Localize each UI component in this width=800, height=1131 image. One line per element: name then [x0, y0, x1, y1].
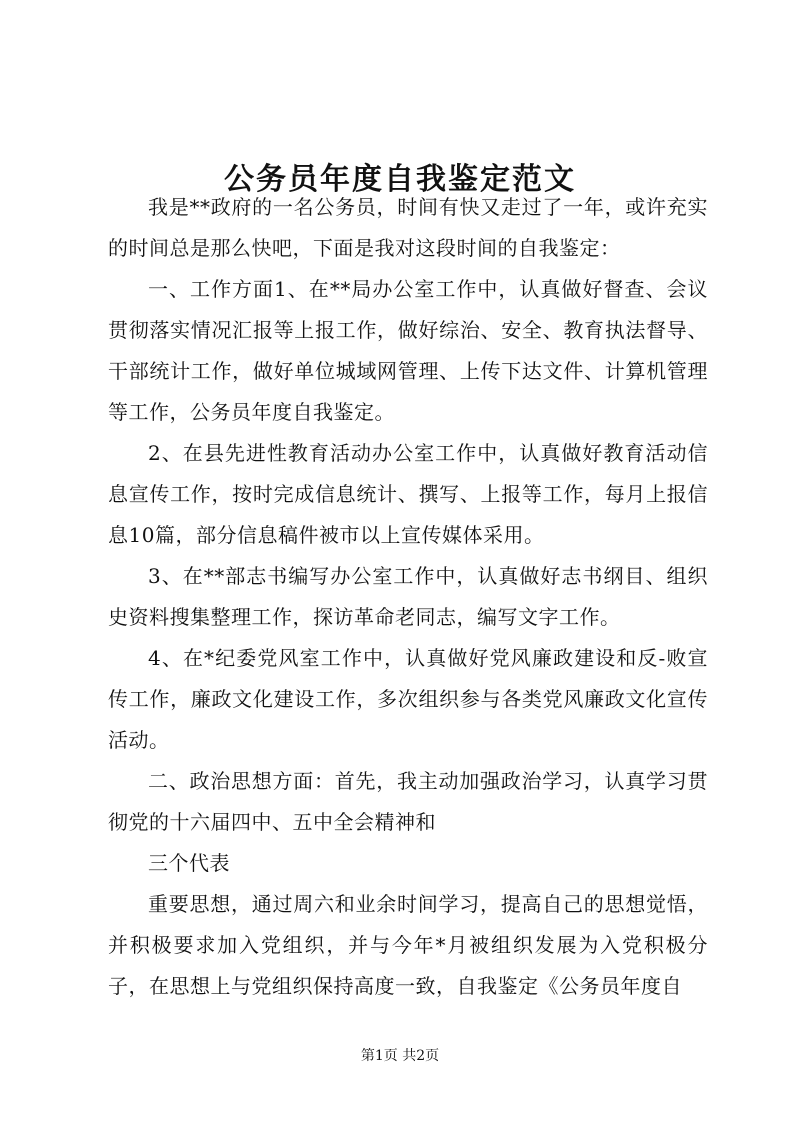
paragraph-politics: 二、政治思想方面：首先，我主动加强政治学习，认真学习贯彻党的十六届四中、五中全会精神和 [108, 769, 708, 834]
document-body [108, 187, 708, 1007]
paragraph-three-represents: 三个代表 [148, 851, 230, 875]
paragraph-work-2: 2、在县先进性教育活动办公室工作中，认真做好教育活动信息宣传工作，按时完成信息统计、撰写、上报等工作，每月上报信息10篇，部分信息稿件被市以上宣传媒体采用。 [108, 441, 708, 547]
paragraph-work-1: 一、工作方面1、在**局办公室工作中，认真做好督查、会议贯彻落实情况汇报等上报工作，做好综治、安全、教育执法督导、干部统计工作，做好单位城域网管理、上传下达文件、计算机管理等工作，公务员年度自我鉴定。 [108, 277, 708, 424]
page-number-footer: 第1页 共2页 [360, 1048, 440, 1064]
document-title: 公务员年度自我鉴定范文 [224, 162, 576, 198]
paragraph-work-4: 4、在*纪委党风室工作中，认真做好党风廉政建设和反-败宣传工作，廉政文化建设工作，多次组织参与各类党风廉政文化宣传活动。 [108, 646, 708, 752]
paragraph-intro: 我是**政府的一名公务员，时间有快又走过了一年，或许充实的时间总是那么快吧，下面是我对这段时间的自我鉴定： [108, 195, 708, 260]
paragraph-work-3: 3、在**部志书编写办公室工作中，认真做好志书纲目、组织史资料搜集整理工作，探访革命老同志，编写文字工作。 [108, 564, 708, 629]
paragraph-thought: 重要思想，通过周六和业余时间学习，提高自己的思想觉悟，并积极要求加入党组织，并与今年*月被组织发展为入党积极分子，在思想上与党组织保持高度一致，自我鉴定《公务员年度自 [108, 892, 708, 998]
